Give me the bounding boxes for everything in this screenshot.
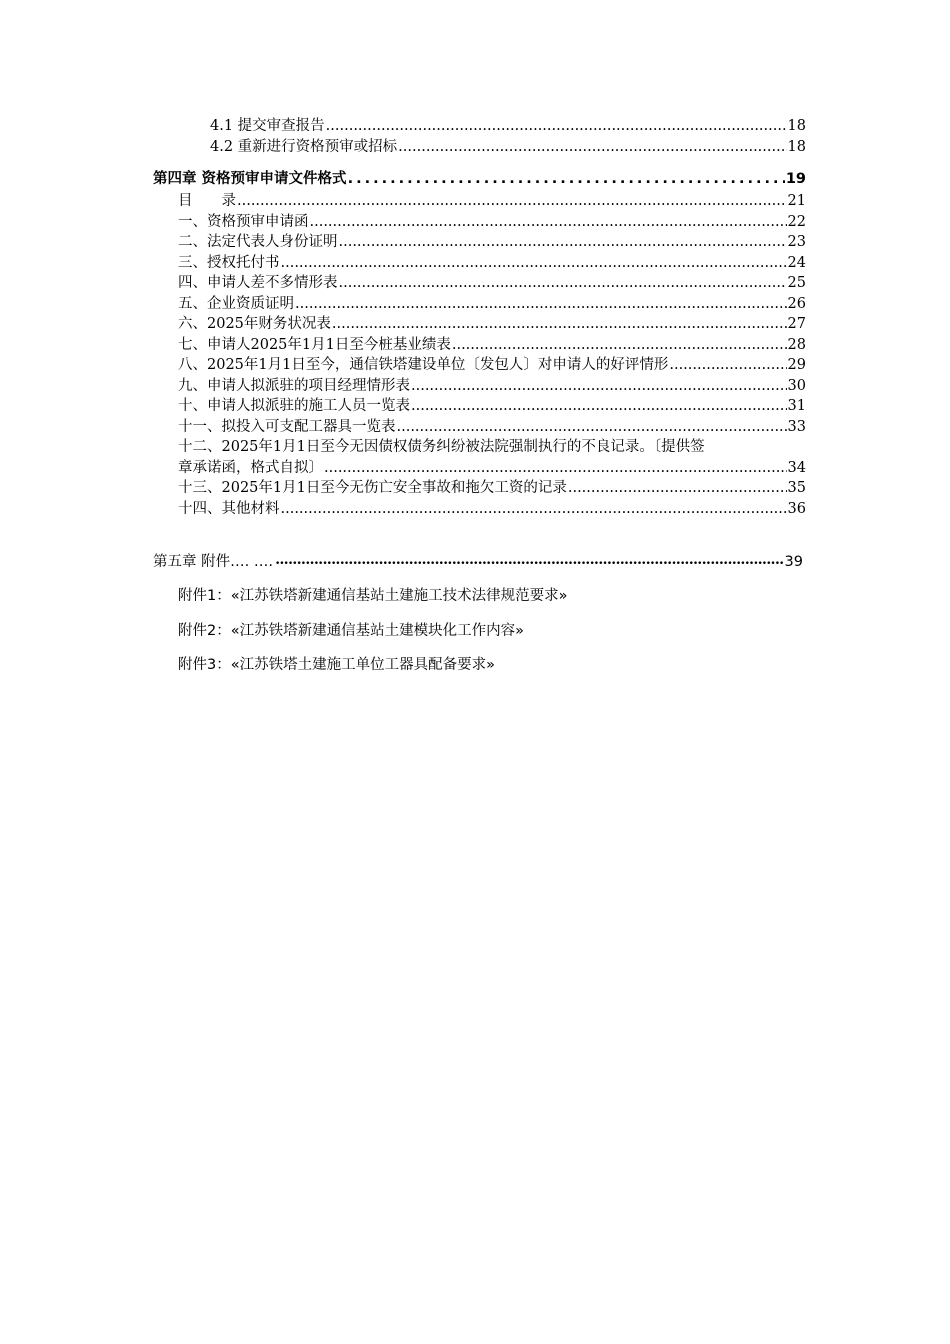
toc-entry-page: 21 — [787, 193, 806, 209]
toc-entry-page: 31 — [787, 398, 806, 414]
annex-1[interactable]: 附件1：«江苏铁塔新建通信基站土建施工技术法律规范要求» — [178, 588, 568, 604]
toc-entry-4-1[interactable] — [210, 116, 806, 136]
dot-leader — [397, 417, 787, 437]
toc-entry-4-2[interactable] — [210, 137, 806, 157]
toc-entry-title: 四、申请人差不多情形表 — [178, 275, 338, 291]
dot-leader — [326, 116, 787, 136]
toc-entry-title: 九、申请人拟派驻的项目经理情形表 — [178, 378, 410, 394]
dot-leader — [275, 552, 783, 574]
toc-entry-page: 18 — [787, 118, 806, 134]
toc-item-12-line2[interactable] — [178, 458, 806, 478]
annex-2[interactable]: 附件2：«江苏铁塔新建通信基站土建模块化工作内容» — [178, 623, 524, 639]
dot-leader — [310, 212, 787, 232]
dot-leader — [281, 499, 787, 519]
toc-item-6[interactable] — [178, 314, 806, 334]
dot-leader — [452, 335, 787, 355]
toc-entry-title: 五、企业资质证明 — [178, 296, 294, 312]
toc-entry-title: 4.2 重新进行资格预审或招标 — [210, 139, 398, 155]
toc-entry-title: 十三、2025年1月1日至今无伤亡安全事故和拖欠工资的记录 — [178, 480, 567, 496]
toc-item-3[interactable] — [178, 253, 806, 273]
toc-entry-title: 二、法定代表人身份证明 — [178, 234, 338, 250]
toc-item-1[interactable] — [178, 212, 806, 232]
toc-chapter-title: 第四章 资格预审申请文件格式 — [153, 171, 347, 187]
toc-item-2[interactable] — [178, 232, 806, 252]
toc-entry-page: 34 — [787, 460, 806, 476]
toc-entry-title: 4.1 提交审查报告 — [210, 118, 325, 134]
toc-chapter-page: 19 — [785, 171, 806, 187]
toc-item-12-line1[interactable] — [178, 437, 806, 457]
toc-entry-page: 24 — [787, 255, 806, 271]
toc-item-13[interactable] — [178, 478, 806, 498]
toc-entry-title: 章承诺函，格式自拟〕 — [178, 460, 323, 476]
toc-entry-title: 六、2025年财务状况表 — [178, 316, 331, 332]
toc-chapter-page: 39 — [784, 554, 803, 570]
toc-chapter-4[interactable] — [153, 169, 806, 189]
dot-leader — [411, 396, 787, 416]
dot-leader — [295, 294, 787, 314]
toc-item-4[interactable] — [178, 273, 806, 293]
dot-leader — [348, 169, 785, 189]
dot-leader — [339, 232, 787, 252]
dot-leader — [411, 376, 787, 396]
toc-entry-page: 25 — [787, 275, 806, 291]
toc-entry-page: 33 — [787, 419, 806, 435]
toc-entry-page: 18 — [787, 139, 806, 155]
toc-item-contents[interactable] — [178, 191, 806, 211]
dot-leader — [281, 253, 787, 273]
toc-entry-page: 22 — [787, 214, 806, 230]
toc-item-7[interactable] — [178, 335, 806, 355]
toc-entry-title: 一、资格预审申请函 — [178, 214, 309, 230]
toc-item-8[interactable] — [178, 355, 806, 375]
toc-entry-page: 36 — [787, 501, 806, 517]
toc-chapter-title: 第五章 附件…. …. — [153, 554, 273, 570]
dot-leader — [237, 191, 787, 211]
toc-entry-page: 26 — [787, 296, 806, 312]
toc-item-10[interactable] — [178, 396, 806, 416]
toc-item-11[interactable] — [178, 417, 806, 437]
toc-entry-page: 23 — [787, 234, 806, 250]
toc-entry-title: 三、授权托付书 — [178, 255, 280, 271]
dot-leader — [324, 458, 787, 478]
toc-entry-page: 35 — [787, 480, 806, 496]
dot-leader — [568, 478, 787, 498]
toc-item-14[interactable] — [178, 499, 806, 519]
dot-leader — [332, 314, 787, 334]
toc-entry-title: 八、2025年1月1日至今，通信铁塔建设单位〔发包人〕对申请人的好评情形 — [178, 357, 669, 373]
toc-entry-page: 27 — [787, 316, 806, 332]
toc-entry-title: 十一、拟投入可支配工器具一览表 — [178, 419, 396, 435]
dot-leader — [398, 137, 786, 157]
annex-3[interactable]: 附件3：«江苏铁塔土建施工单位工器具配备要求» — [178, 657, 495, 673]
toc-item-5[interactable] — [178, 294, 806, 314]
toc-entry-title: 七、申请人2025年1月1日至今桩基业绩表 — [178, 337, 451, 353]
toc-entry-title: 十四、其他材料 — [178, 501, 280, 517]
toc-item-9[interactable] — [178, 376, 806, 396]
toc-chapter-5[interactable] — [153, 552, 803, 574]
toc-entry-page: 29 — [787, 357, 806, 373]
dot-leader — [669, 355, 786, 375]
toc-entry-page: 30 — [787, 378, 806, 394]
toc-entry-title: 目 录 — [178, 193, 236, 209]
toc-entry-page: 28 — [787, 337, 806, 353]
dot-leader — [339, 273, 787, 293]
toc-entry-title: 十、申请人拟派驻的施工人员一览表 — [178, 398, 410, 414]
toc-entry-title: 十二、2025年1月1日至今无因债权债务纠纷被法院强制执行的不良记录。〔提供签 — [178, 439, 705, 455]
